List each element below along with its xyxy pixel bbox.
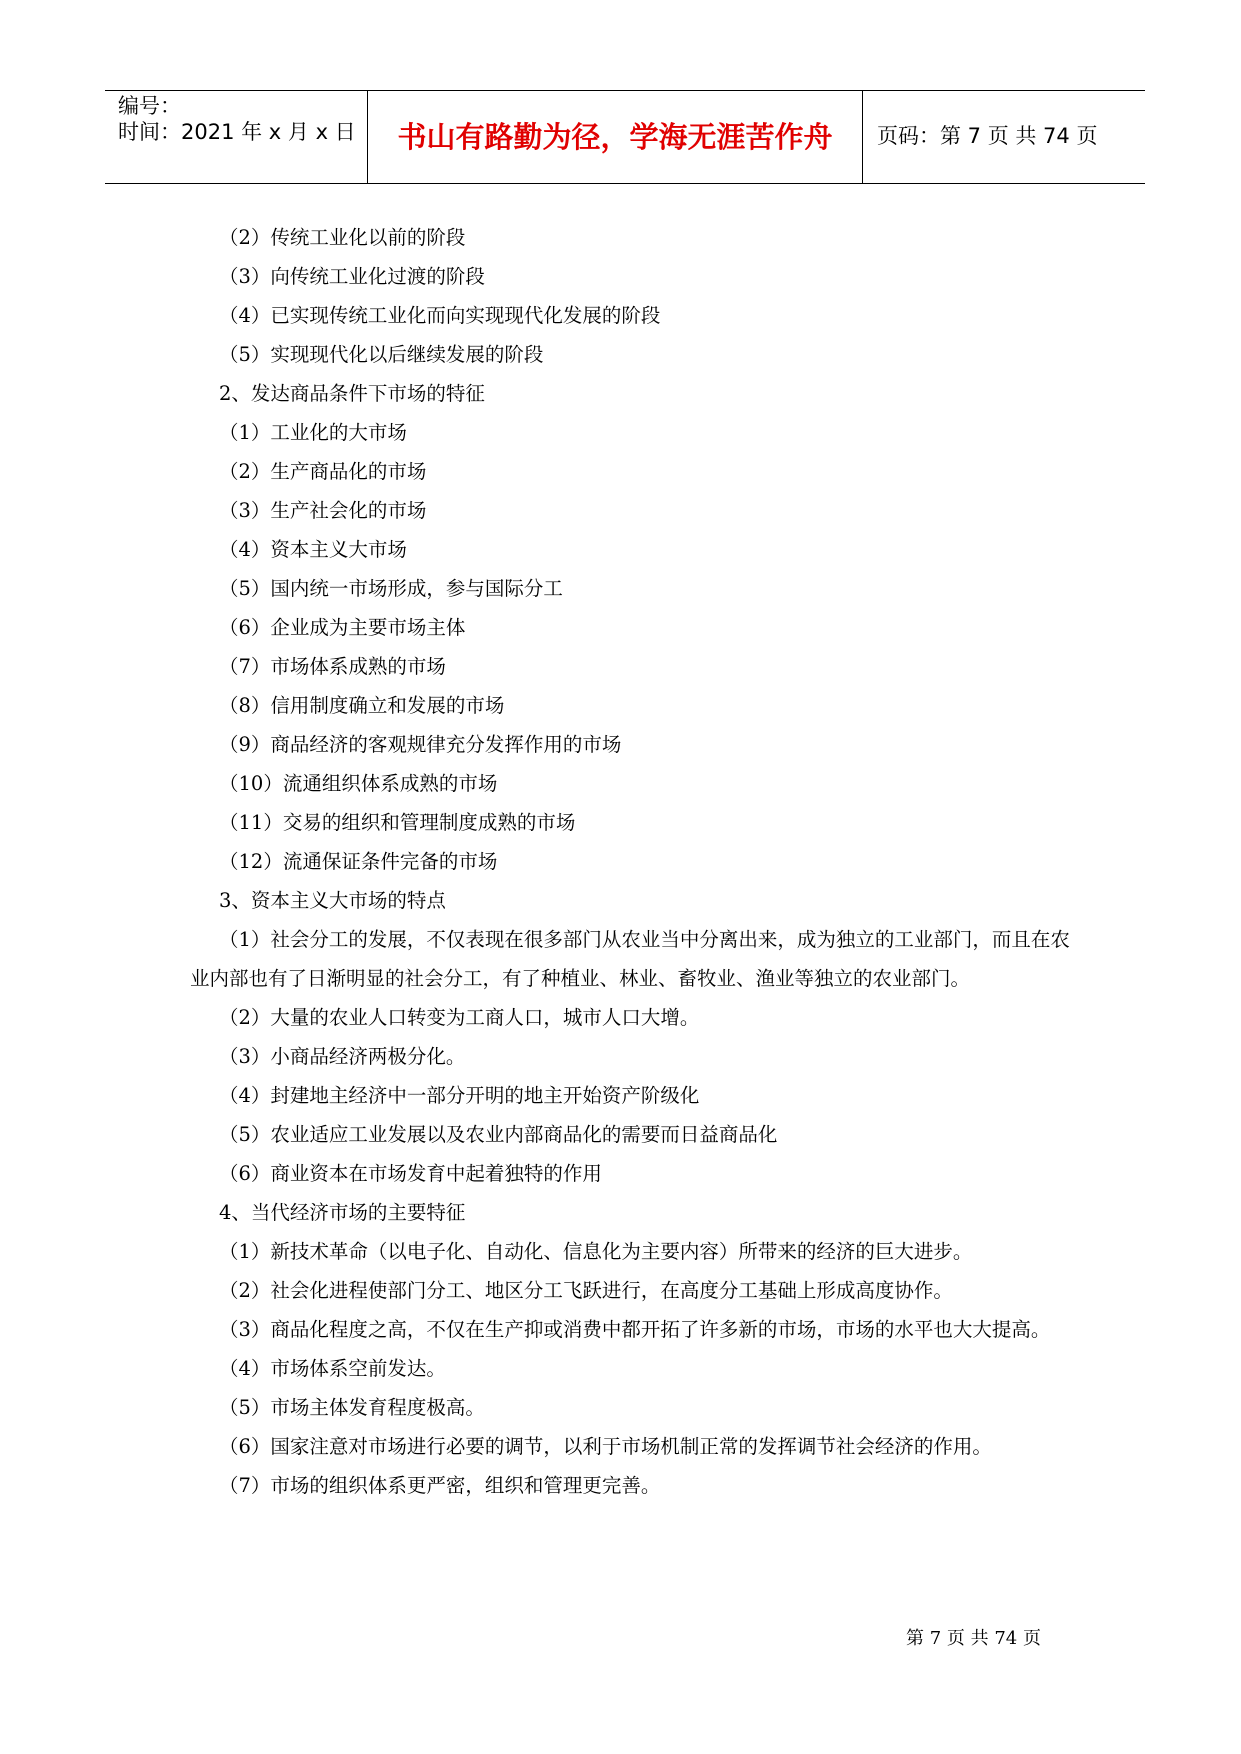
- paragraph: （8）信用制度确立和发展的市场: [219, 694, 505, 717]
- paragraph: （1）工业化的大市场: [219, 421, 407, 444]
- paragraph: （7）市场的组织体系更严密，组织和管理更完善。: [219, 1474, 661, 1497]
- paragraph: （5）市场主体发育程度极高。: [219, 1396, 485, 1419]
- header-info-cell: [105, 91, 368, 183]
- header-page-number: 页码：第 7 页 共 74 页: [877, 124, 1098, 148]
- paragraph: （12）流通保证条件完备的市场: [219, 850, 498, 873]
- paragraph: （6）商业资本在市场发育中起着独特的作用: [219, 1162, 602, 1185]
- paragraph: （2）大量的农业人口转变为工商人口，城市人口大增。: [219, 1006, 700, 1029]
- paragraph: （4）市场体系空前发达。: [219, 1357, 446, 1380]
- document-body: [190, 218, 1078, 1505]
- paragraph: （11）交易的组织和管理制度成熟的市场: [219, 811, 576, 834]
- section-heading: 4、当代经济市场的主要特征: [219, 1201, 466, 1224]
- page-footer-number: 第 7 页 共 74 页: [906, 1628, 1041, 1649]
- paragraph: （6）国家注意对市场进行必要的调节，以利于市场机制正常的发挥调节社会经济的作用。: [219, 1435, 992, 1458]
- paragraph: （5）国内统一市场形成，参与国际分工: [219, 577, 563, 600]
- header-motto-cell: [368, 91, 863, 183]
- paragraph: （2）社会化进程使部门分工、地区分工飞跃进行，在高度分工基础上形成高度协作。: [219, 1279, 953, 1302]
- paragraph: （3）小商品经济两极分化。: [219, 1045, 466, 1068]
- section-heading: 2、发达商品条件下市场的特征: [219, 382, 485, 405]
- header-page-cell: [863, 91, 1145, 183]
- paragraph: （3）商品化程度之高，不仅在生产抑或消费中都开拓了许多新的市场，市场的水平也大大提高。: [219, 1318, 1051, 1341]
- paragraph: （5）实现现代化以后继续发展的阶段: [219, 343, 544, 366]
- paragraph: （3）向传统工业化过渡的阶段: [219, 265, 485, 288]
- section-heading: 3、资本主义大市场的特点: [219, 889, 446, 912]
- paragraph: （3）生产社会化的市场: [219, 499, 427, 522]
- paragraph: （10）流通组织体系成熟的市场: [219, 772, 498, 795]
- paragraph: （5）农业适应工业发展以及农业内部商品化的需要而日益商品化: [219, 1123, 778, 1146]
- paragraph: （1）社会分工的发展，不仅表现在很多部门从农业当中分离出来，成为独立的工业部门，而且在农业内部也有了日渐明显的社会分工，有了种植业、林业、畜牧业、渔业等独立的农业部门。: [190, 928, 1070, 990]
- document-number-label: 编号：: [118, 94, 181, 118]
- page-header: [105, 90, 1145, 184]
- paragraph: （1）新技术革命（以电子化、自动化、信息化为主要内容）所带来的经济的巨大进步。: [219, 1240, 973, 1263]
- document-time-label: 时间：2021 年 x 月 x 日: [118, 120, 356, 144]
- paragraph: （7）市场体系成熟的市场: [219, 655, 446, 678]
- paragraph: （2）传统工业化以前的阶段: [219, 226, 466, 249]
- paragraph: （9）商品经济的客观规律充分发挥作用的市场: [219, 733, 622, 756]
- paragraph: （6）企业成为主要市场主体: [219, 616, 466, 639]
- paragraph: （2）生产商品化的市场: [219, 460, 427, 483]
- paragraph: （4）封建地主经济中一部分开明的地主开始资产阶级化: [219, 1084, 700, 1107]
- paragraph: （4）已实现传统工业化而向实现现代化发展的阶段: [219, 304, 661, 327]
- header-motto: 书山有路勤为径，学海无涯苦作舟: [397, 120, 833, 154]
- paragraph: （4）资本主义大市场: [219, 538, 407, 561]
